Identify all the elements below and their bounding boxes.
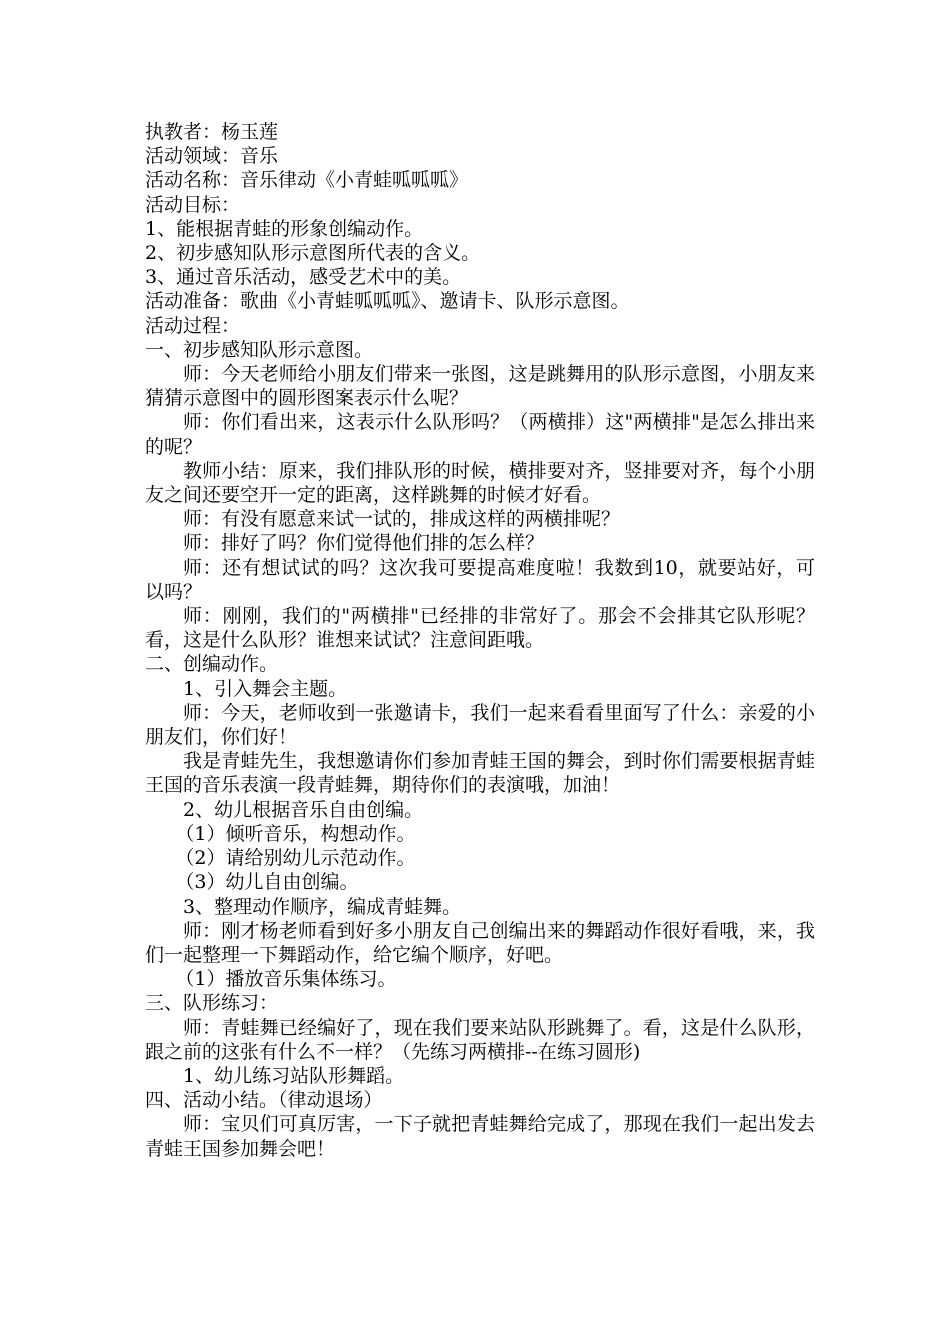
sub-item: （1）播放音乐集体练习。: [175, 968, 397, 991]
paragraph: 师：你们看出来，这表示什么队形吗？（两横排）这"两横排"是怎么排出来的呢？: [145, 411, 815, 458]
paragraph: 师：排好了吗？你们觉得他们排的怎么样？: [183, 532, 545, 555]
paragraph: 师：有没有愿意来试一试的，排成这样的两横排呢？: [183, 508, 621, 531]
goal-item: 1、能根据青蛙的形象创编动作。: [145, 217, 424, 240]
paragraph: 师：今天，老师收到一张邀请卡，我们一起来看看里面写了什么：亲爱的小朋友们，你们好！: [145, 701, 815, 749]
paragraph: 师：还有想试试的吗？这次我可要提高难度啦！我数到10，就要站好，可以吗？: [145, 556, 815, 603]
section-heading: 四、活动小结。（律动退场）: [145, 1089, 383, 1112]
section-heading: 三、队形练习：: [145, 992, 279, 1015]
goal-item: 2、初步感知队形示意图所代表的含义。: [145, 242, 481, 265]
activity-name-line: 活动名称：音乐律动《小青蛙呱呱呱》: [145, 169, 469, 192]
paragraph: 3、整理动作顺序，编成青蛙舞。: [183, 895, 462, 918]
teacher-line: 执教者：杨玉莲: [145, 121, 279, 143]
sub-item: （1）倾听音乐，构想动作。: [175, 822, 416, 845]
paragraph: 师：青蛙舞已经编好了，现在我们要来站队形跳舞了。看，这是什么队形，跟之前的这张有什么不一样？（先练习两横排--在练习圆形): [145, 1016, 815, 1063]
paragraph: 师：今天老师给小朋友们带来一张图，这是跳舞用的队形示意图，小朋友来猜猜示意图中的圆形图案表示什么呢？: [145, 363, 815, 410]
sub-item: （2）请给别幼儿示范动作。: [175, 847, 416, 870]
preparation-line: 活动准备：歌曲《小青蛙呱呱呱》、邀请卡、队形示意图。: [145, 290, 630, 313]
paragraph: 2、幼儿根据音乐自由创编。: [183, 798, 424, 821]
goal-item: 3、通过音乐活动，感受艺术中的美。: [145, 266, 462, 289]
domain-line: 活动领域：音乐: [145, 145, 279, 168]
paragraph: 教师小结：原来，我们排队形的时候，横排要对齐，竖排要对齐，每个小朋友之间还要空开一定的距离，这样跳舞的时候才好看。: [145, 459, 815, 507]
paragraph: 1、幼儿练习站队形舞蹈。: [183, 1064, 405, 1087]
paragraph: 我是青蛙先生，我想邀请你们参加青蛙王国的舞会，到时你们需要根据青蛙王国的音乐表演一段青蛙舞，期待你们的表演哦，加油！: [145, 750, 815, 797]
document-page: [145, 120, 815, 1161]
paragraph: 1、引入舞会主题。: [183, 677, 348, 700]
paragraph: 师：刚才杨老师看到好多小朋友自己创编出来的舞蹈动作很好看哦，来，我们一起整理一下舞蹈动作，给它编个顺序，好吧。: [145, 919, 815, 966]
paragraph: 师：刚刚，我们的"两横排"已经排的非常好了。那会不会排其它队形呢？看，这是什么队形？谁想来试试？注意间距哦。: [145, 605, 815, 652]
sub-item: （3）幼儿自由创编。: [175, 871, 359, 894]
process-heading: 活动过程：: [145, 314, 241, 337]
section-heading: 二、创编动作。: [145, 653, 279, 676]
section-heading: 一、初步感知队形示意图。: [145, 338, 374, 361]
goals-heading: 活动目标：: [145, 193, 241, 216]
paragraph: 师：宝贝们可真厉害，一下子就把青蛙舞给完成了，那现在我们一起出发去青蛙王国参加舞会吧！: [145, 1113, 815, 1160]
